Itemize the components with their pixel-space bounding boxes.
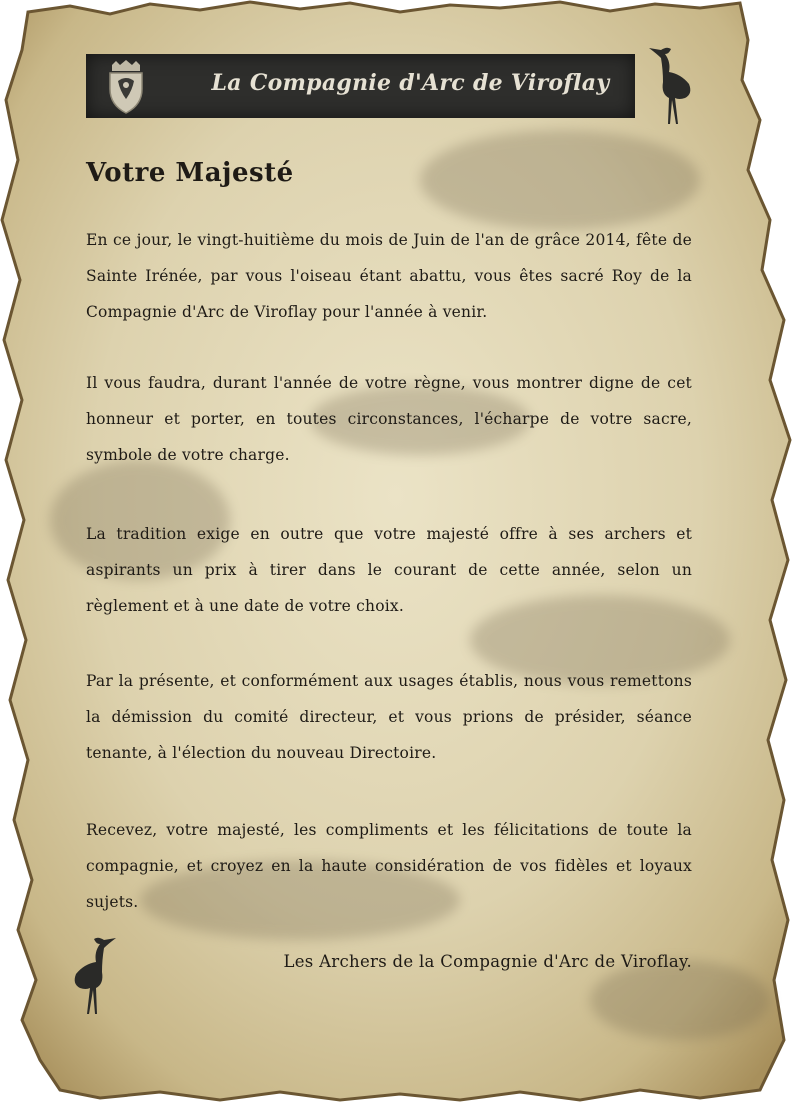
letter-paragraph-4: Par la présente, et conformément aux usages établis, nous vous remettons la démission du comité directeur, et vous prions de présider, séance tenante, à l'élection du nouveau Directoire. bbox=[86, 672, 692, 762]
letter-signature: Les Archers de la Compagnie d'Arc de Viroflay. bbox=[283, 952, 692, 971]
letter-paragraph-3: La tradition exige en outre que votre majesté offre à ses archers et aspirants un prix à tirer dans le courant de cette année, selon un règlement et à une date de votre choix. bbox=[86, 525, 692, 615]
header-banner bbox=[86, 54, 635, 118]
letter-paragraph-2: Il vous faudra, durant l'année de votre règne, vous montrer digne de cet honneur et porter, en toutes circonstances, l'écharpe de votre sacre, symbole de votre charge. bbox=[86, 374, 692, 464]
header-title: La Compagnie d'Arc de Viroflay bbox=[211, 70, 610, 96]
letter-paragraph-1: En ce jour, le vingt-huitième du mois de Juin de l'an de grâce 2014, fête de Sainte Irénée, par vous l'oiseau étant abattu, vous êtes sacré Roy de la Compagnie d'Arc de Viroflay pour l'année à venir. bbox=[86, 231, 692, 321]
letter-paragraph-5: Recevez, votre majesté, les compliments et les félicitations de toute la compagnie, et croyez en la haute considération de vos fidèles et loyaux sujets. bbox=[86, 821, 692, 911]
coat-of-arms-icon bbox=[98, 59, 154, 115]
heron-icon bbox=[62, 930, 120, 1016]
letter-salutation: Votre Majesté bbox=[86, 158, 294, 188]
heron-icon bbox=[645, 40, 703, 126]
